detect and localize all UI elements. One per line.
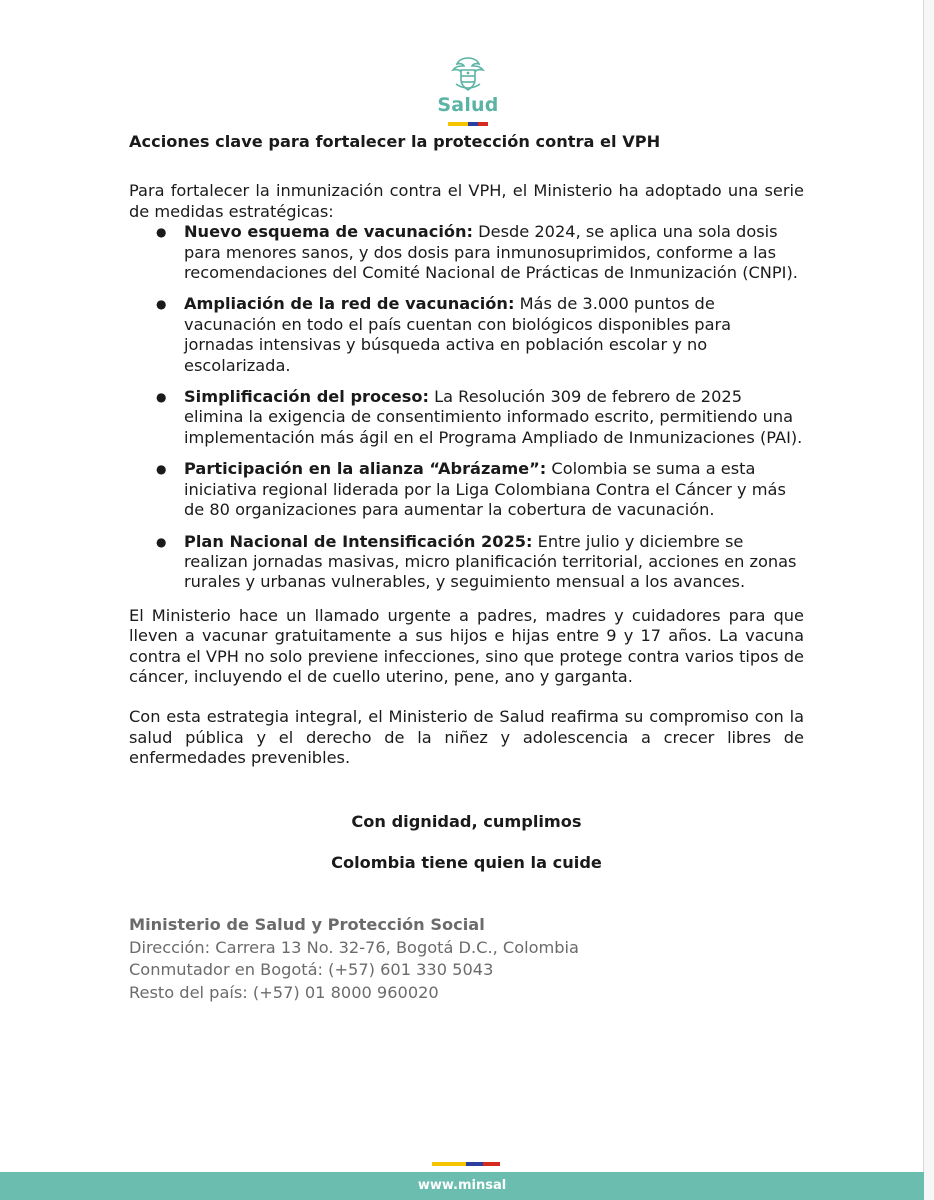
closing-paragraph: Con esta estrategia integral, el Ministerio de Salud reafirma su compromiso con la salud pública y el derecho de la niñez y adolescencia a crecer libres de enfermedades prevenibles. xyxy=(129,707,804,768)
list-item-title: Participación en la alianza “Abrázame”: xyxy=(184,459,547,479)
footer-flag-stripe xyxy=(432,1162,500,1166)
list-item-title: Ampliación de la red de vacunación: xyxy=(184,294,515,314)
list-item xyxy=(129,222,804,283)
coat-of-arms-icon xyxy=(448,54,488,94)
list-item-title: Simplificación del proceso: xyxy=(184,387,429,407)
bullet-icon: ● xyxy=(156,534,167,549)
bullet-icon: ● xyxy=(156,390,167,405)
address-line: Dirección: Carrera 13 No. 32-76, Bogotá D.C., Colombia xyxy=(129,937,579,957)
flag-stripe xyxy=(448,122,488,126)
list-item-title: Nuevo esquema de vacunación: xyxy=(184,222,473,242)
bullet-icon: ● xyxy=(156,225,167,240)
website-link[interactable]: www.minsal xyxy=(417,1178,507,1193)
list-item xyxy=(129,387,804,448)
slogan-dignity: Con dignidad, cumplimos xyxy=(351,811,582,831)
measures-list xyxy=(129,222,804,593)
list-item-text: Colombia se suma a esta iniciativa regional liderada por la Liga Colombiana Contra el Cáncer y más de 80 organizaciones para aumentar la cobertura de vacunación. xyxy=(184,459,786,520)
list-item-text: Más de 3.000 puntos de vacunación en todo el país cuentan con biológicos disponibles para jornadas intensivas y búsqueda activa en población escolar y no escolarizada. xyxy=(184,294,732,375)
footer-bar xyxy=(0,1172,924,1200)
bullet-icon: ● xyxy=(156,462,167,477)
salud-logo xyxy=(430,54,506,126)
list-item xyxy=(129,532,804,593)
list-item-title: Plan Nacional de Intensificación 2025: xyxy=(184,531,533,551)
logo-text: Salud xyxy=(437,94,499,116)
switchboard-line: Conmutador en Bogotá: (+57) 601 330 5043 xyxy=(129,960,494,980)
list-item-text: La Resolución 309 de febrero de 2025 elimina la exigencia de consentimiento informado escrito, permitiendo una implementación más ágil en el Programa Ampliado de Inmunizaciones (PAI). xyxy=(184,387,803,447)
slogan-colombia: Colombia tiene quien la cuide xyxy=(331,852,602,872)
national-line: Resto del país: (+57) 01 8000 960020 xyxy=(129,982,439,1002)
page-edge xyxy=(923,0,934,1200)
organization-name: Ministerio de Salud y Protección Social xyxy=(129,915,485,935)
list-item xyxy=(129,294,804,376)
intro-paragraph: Para fortalecer la inmunización contra el VPH, el Ministerio ha adoptado una serie de medidas estratégicas: xyxy=(129,181,804,221)
bullet-icon: ● xyxy=(156,297,167,312)
list-item xyxy=(129,459,804,520)
document-body xyxy=(129,132,804,1004)
contact-block xyxy=(129,914,804,1004)
call-to-action-paragraph: El Ministerio hace un llamado urgente a padres, madres y cuidadores para que lleven a vacunar gratuitamente a sus hijos e hijas entre 9 y 17 años. La vacuna contra el VPH no solo previene infecciones, sino que protege contra varios tipos de cáncer, incluyendo el de cuello uterino, pene, ano y garganta. xyxy=(129,605,804,686)
list-item-text: Desde 2024, se aplica una sola dosis para menores sanos, y dos dosis para inmunosuprimidos, conforme a las recomendaciones del Comité Nacional de Prácticas de Inmunización (CNPI). xyxy=(184,222,798,283)
document-heading: Acciones clave para fortalecer la protección contra el VPH xyxy=(129,132,661,151)
list-item-text: Entre julio y diciembre se realizan jornadas masivas, micro planificación territorial, acciones en zonas rurales y urbanas vulnerables, y seguimiento mensual a los avances. xyxy=(184,531,797,592)
